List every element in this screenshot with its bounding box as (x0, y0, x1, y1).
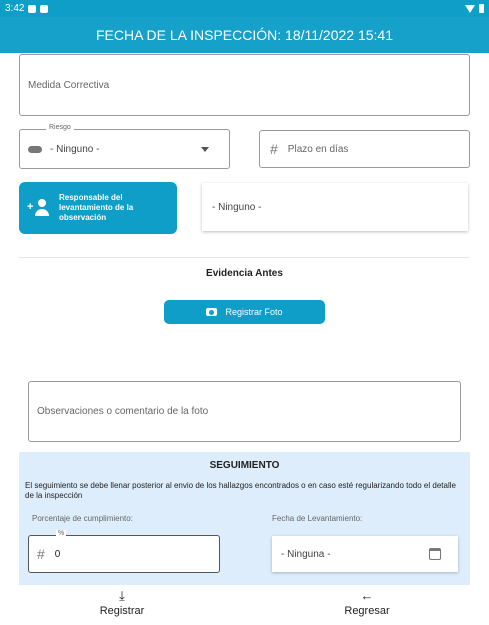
riesgo-select[interactable] (19, 129, 230, 169)
medida-correctiva-placeholder: Medida Correctiva (28, 79, 110, 91)
regresar-button[interactable] (341, 589, 393, 617)
status-bar (0, 0, 489, 17)
calendar-icon[interactable] (429, 548, 441, 560)
download-icon: ⤓ (119, 588, 125, 603)
fecha-levantamiento-value: - Ninguna - (281, 548, 331, 560)
wifi-icon (465, 5, 475, 13)
registrar-foto-button[interactable] (164, 300, 325, 324)
notification-icon (28, 5, 36, 13)
responsable-value[interactable]: - Ninguno - (202, 183, 468, 231)
bottom-nav (0, 585, 489, 625)
porcentaje-input[interactable] (28, 535, 220, 573)
riesgo-value: - Ninguno - (50, 143, 100, 155)
responsable-button-label: Responsable del levantamiento de la observación (59, 193, 134, 222)
plazo-dias-placeholder: Plazo en días (287, 143, 349, 155)
porcentaje-value: 0 (54, 548, 61, 560)
riesgo-label: Riesgo (46, 124, 74, 131)
plazo-dias-field[interactable] (259, 130, 470, 168)
hash-icon: # (270, 141, 278, 157)
app-header (0, 17, 489, 53)
medida-correctiva-field[interactable] (19, 54, 470, 116)
page-title: FECHA DE LA INSPECCIÓN: 18/11/2022 15:41 (95, 27, 393, 43)
registrar-foto-label: Registrar Foto (225, 307, 283, 317)
regresar-label: Regresar (344, 605, 390, 617)
divider (19, 257, 470, 258)
toggle-icon (28, 146, 42, 153)
camera-icon (206, 308, 217, 316)
responsable-button[interactable] (19, 182, 177, 234)
porcentaje-legend: % (58, 530, 65, 537)
fecha-levantamiento-label: Fecha de Levantamiento: (272, 514, 363, 523)
registrar-label: Registrar (99, 605, 145, 617)
registrar-button[interactable] (98, 589, 146, 617)
chevron-down-icon[interactable] (201, 147, 209, 152)
sd-card-icon (40, 5, 48, 13)
status-time: 3:42 (5, 3, 25, 14)
seguimiento-description: El seguimiento se debe llenar posterior al envio de los hallazgos encontrados o en caso esté regularizando todo el detalle de la inspección (25, 481, 456, 500)
porcentaje-label: Porcentaje de cumplimiento: (32, 514, 133, 523)
seguimiento-title: SEGUIMIENTO (209, 460, 280, 471)
hash-icon: # (37, 546, 45, 562)
observaciones-field[interactable] (28, 381, 461, 442)
battery-icon (479, 4, 484, 13)
arrow-left-icon: ← (360, 588, 374, 603)
fecha-levantamiento-field[interactable] (272, 536, 458, 572)
evidencia-title: Evidencia Antes (206, 268, 283, 279)
add-person-icon: + (27, 199, 49, 217)
seguimiento-section (19, 452, 470, 585)
observaciones-placeholder: Observaciones o comentario de la foto (37, 406, 209, 417)
